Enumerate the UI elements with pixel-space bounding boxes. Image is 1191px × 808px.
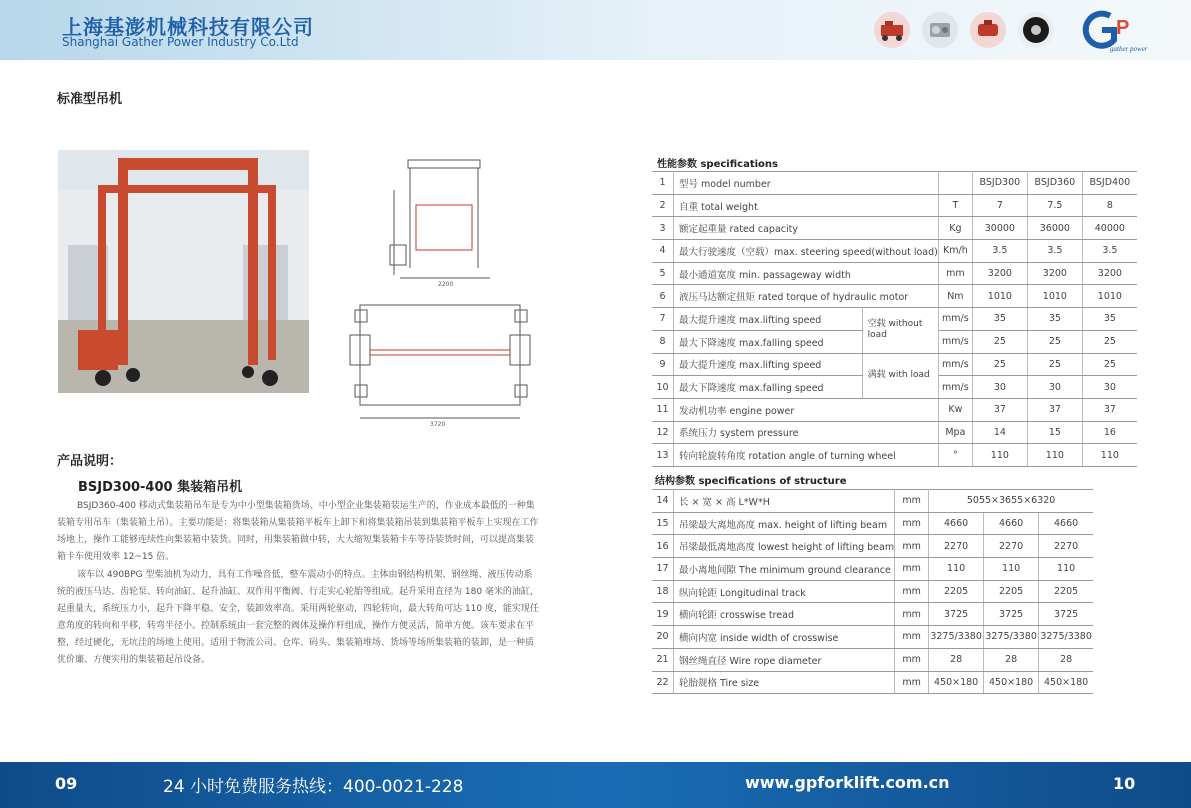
spec-cell-nm: 液压马达额定扭矩 rated torque of hydraulic motor [674,285,939,308]
spec-cell-v: 2205 [1039,580,1094,603]
structure-specs-table [652,489,1093,694]
spec-cell-v: 2270 [984,535,1039,558]
spec-cell-no: 2 [652,194,674,217]
engine-icon [921,11,959,49]
spec-cell-un: mm [895,603,929,626]
spec-cell-nm: 系统压力 system pressure [674,421,939,444]
spec-cell-v: 450×180 [929,671,984,694]
spec-cell-nm: 最小通道宽度 min. passageway width [674,262,939,285]
performance-specs-title: 性能参数 specifications [657,159,778,170]
spec-cell-v: 35 [1082,308,1137,331]
spec-cell-un: Kw [938,398,972,421]
spec-cell-un: ° [938,444,972,467]
spec-cell-v: 36000 [1027,217,1082,240]
spec-cell-nm: 最大下降速度 max.falling speed [674,330,863,353]
spec-cell-v: 110 [972,444,1027,467]
spec-cell-v: 110 [1082,444,1137,467]
spec-cell-un: T [938,194,972,217]
spec-cell-nm: 最大提升速度 max.lifting speed [674,353,863,376]
technical-drawing [330,150,550,432]
page-number-right: 10 [1113,774,1136,793]
service-hotline: 24 小时免费服务热线：400-0021-228 [163,777,464,797]
spec-cell-no: 13 [652,444,674,467]
spec-cell-v: BSJD360 [1027,172,1082,195]
description-title: 产品说明： [57,454,123,469]
spec-cell-no: 1 [652,172,674,195]
spec-cell-nm: 纵向轮距 Longitudinal track [674,580,895,603]
spec-cell-no: 19 [652,603,674,626]
company-name-cn: 上海基澎机械科技有限公司 [62,15,314,39]
spec-cell-v: 14 [972,421,1027,444]
spec-cell-v: 3275/3380 [929,626,984,649]
spec-cell-nm: 钢丝绳直径 Wire rope diameter [674,648,895,671]
spec-cell-un: mm [895,580,929,603]
spec-cell-v: 35 [1027,308,1082,331]
spec-cell-un: mm/s [938,308,972,331]
spec-cell-nm: 吊梁最大离地高度 max. height of lifting beam [674,512,895,535]
spec-cell-nm: 最小离地间隙 The minimum ground clearance [674,558,895,581]
tire-icon [1017,11,1055,49]
spec-cell-v: 1010 [972,285,1027,308]
website-url[interactable]: www.gpforklift.com.cn [745,773,950,792]
spec-cell-v: 3.5 [1082,240,1137,263]
spec-cell-un: mm [895,490,929,513]
spec-cell-v: 25 [972,353,1027,376]
spec-cell-no: 17 [652,558,674,581]
spec-cell-v: 25 [1082,330,1137,353]
spec-row [652,262,1137,285]
spec-cell-v: 110 [984,558,1039,581]
description-paragraph: 该车以 490BPG 型柴油机为动力，具有工作噪音低，整车震动小的特点。主体由钢结构机架、钢丝绳、液压传动系统的液压马达、齿轮泵、转向油缸、起升油缸、双作用平衡阀、行走实心轮胎等组成。起升采用直径为 180 毫米的油缸，起重量大，系统压力小，起升下降平稳、安全，装卸效率高。采用两轮驱动，四轮转向，最大转角可达 110 度，能实现任意角度的转向和平移，转弯半径小。控制系统由一套完整的阀体及操作杆组成，操作方便灵活，简单方便。该车要求在平整，经过硬化，无坑洼的场地上使用。适用于物流公司、仓库、码头、集装箱堆场、货场等场所集装箱的装卸，是一种质优价廉、方便实用的集装箱起吊设备。 [57,570,539,665]
model-title: BSJD300-400 集装箱吊机 [78,480,243,495]
spec-cell-nm: 最大下降速度 max.falling speed [674,376,863,399]
spec-cell-un: mm [895,648,929,671]
performance-specs-table [652,171,1137,467]
spec-cell-no: 6 [652,285,674,308]
spec-cell-v: BSJD300 [972,172,1027,195]
spec-cell-v: 7.5 [1027,194,1082,217]
spec-row [652,558,1093,581]
spec-cell-v: 37 [1082,398,1137,421]
spec-cell-no: 22 [652,671,674,694]
spec-row [652,648,1093,671]
spec-cell-nm: 额定起重量 rated capacity [674,217,939,240]
machine-icon [873,11,911,49]
spec-row [652,603,1093,626]
spec-cell-v: 4660 [984,512,1039,535]
spec-cell-un: mm [895,535,929,558]
spec-cell-v: 450×180 [984,671,1039,694]
spec-row [652,580,1093,603]
spec-cell-v: 2270 [929,535,984,558]
spec-cell-v: 3725 [984,603,1039,626]
spec-cell-v: 28 [929,648,984,671]
spec-cell-v: BSJD400 [1082,172,1137,195]
spec-row [652,353,1137,376]
spec-cell-un: mm/s [938,330,972,353]
svg-text:P: P [1116,17,1130,39]
spec-cell-no: 11 [652,398,674,421]
spec-cell-v: 3200 [972,262,1027,285]
spec-cell-un: mm/s [938,376,972,399]
spec-cell-un: Mpa [938,421,972,444]
spec-cell-v: 40000 [1082,217,1137,240]
spec-cell-nm: 轮胎规格 Tire size [674,671,895,694]
spec-cell-v: 3725 [1039,603,1094,626]
spec-cell-v: 2270 [1039,535,1094,558]
spec-cell-v: 4660 [929,512,984,535]
spec-row [652,444,1137,467]
spec-cell-v: 25 [972,330,1027,353]
spec-cell-v: 5055×3655×6320 [929,490,1094,513]
spec-cell-v: 28 [984,648,1039,671]
spec-cell-no: 12 [652,421,674,444]
spec-cell-no: 5 [652,262,674,285]
spec-cell-nm: 型号 model number [674,172,939,195]
spec-cell-v: 7 [972,194,1027,217]
spec-row [652,421,1137,444]
spec-cell-un: mm [895,626,929,649]
spec-cell-v: 3275/3380 [984,626,1039,649]
spec-row [652,172,1137,195]
spec-cell-un [938,172,972,195]
spec-cell-un: mm [895,671,929,694]
spec-cell-v: 30 [1082,376,1137,399]
spec-cell-v: 3725 [929,603,984,626]
spec-cell-un: mm [895,558,929,581]
spec-cell-note: 空载 without load [862,308,938,353]
spec-cell-v: 110 [1027,444,1082,467]
spec-cell-v: 25 [1027,330,1082,353]
description-paragraph: BSJD360-400 移动式集装箱吊车是专为中小型集装箱货场、中小型企业集装箱装运生产的，作业成本最低的一种集装箱专用吊车（集装箱土吊）。主要功能是：将集装箱从集装箱平板车上卸下和将集装箱吊装到集装箱平板车上实现在工作场地上，操作工能够连续性向集装箱中装货。同时，用集装箱做中转，大大缩短集装箱卡车等待装货时间，可以提高集装箱卡车使用效率 12~15 倍。 [57,501,539,562]
spec-cell-v: 3275/3380 [1039,626,1094,649]
spec-cell-un: mm [895,512,929,535]
spec-cell-v: 3.5 [972,240,1027,263]
page-footer [0,762,1191,808]
spec-cell-v: 3200 [1027,262,1082,285]
spec-cell-v: 28 [1039,648,1094,671]
section-title: 标准型吊机 [57,92,123,107]
spec-cell-no: 8 [652,330,674,353]
spec-cell-v: 1010 [1082,285,1137,308]
spec-cell-no: 3 [652,217,674,240]
spec-cell-nm: 发动机功率 engine power [674,398,939,421]
spec-row [652,285,1137,308]
spec-cell-v: 35 [972,308,1027,331]
spec-cell-nm: 最大行驶速度（空载）max. steering speed(without load) [674,240,939,263]
spec-cell-v: 1010 [1027,285,1082,308]
spec-cell-v: 4660 [1039,512,1094,535]
page-number-left: 09 [55,774,78,793]
spec-cell-no: 21 [652,648,674,671]
spec-cell-v: 3200 [1082,262,1137,285]
spec-cell-v: 25 [1082,353,1137,376]
dim-top: 2200 [438,281,454,288]
spec-row [652,398,1137,421]
spec-cell-v: 37 [1027,398,1082,421]
structure-specs-title: 结构参数 specifications of structure [655,476,847,487]
spec-cell-v: 2205 [984,580,1039,603]
spec-row [652,217,1137,240]
spec-cell-no: 20 [652,626,674,649]
spec-cell-v: 2205 [929,580,984,603]
spec-cell-nm: 转向轮旋转角度 rotation angle of turning wheel [674,444,939,467]
spec-cell-no: 4 [652,240,674,263]
spec-cell-no: 15 [652,512,674,535]
spec-cell-v: 8 [1082,194,1137,217]
spec-cell-v: 30000 [972,217,1027,240]
spec-cell-no: 18 [652,580,674,603]
spec-cell-un: Nm [938,285,972,308]
spec-row [652,626,1093,649]
spec-row [652,671,1093,694]
spec-row [652,240,1137,263]
spec-cell-v: 25 [1027,353,1082,376]
spec-row [652,194,1137,217]
spec-cell-v: 15 [1027,421,1082,444]
spec-cell-no: 14 [652,490,674,513]
spec-cell-un: mm [938,262,972,285]
dim-bottom: 3720 [430,421,446,428]
company-logo [1080,10,1150,54]
spec-row [652,308,1137,331]
spec-cell-nm: 吊梁最低离地高度 lowest height of lifting beam [674,535,895,558]
spec-cell-no: 9 [652,353,674,376]
spec-cell-nm: 横向轮距 crosswise tread [674,603,895,626]
company-name-en: Shanghai Gather Power Industry Co.Ltd [62,35,299,49]
spec-cell-no: 10 [652,376,674,399]
spec-cell-v: 3.5 [1027,240,1082,263]
spec-cell-v: 110 [929,558,984,581]
spec-row [652,535,1093,558]
page-header [0,0,1191,60]
spec-cell-nm: 长 × 宽 × 高 L*W*H [674,490,895,513]
spec-cell-v: 30 [1027,376,1082,399]
spec-cell-un: Kg [938,217,972,240]
spec-cell-nm: 最大提升速度 max.lifting speed [674,308,863,331]
spec-cell-v: 110 [1039,558,1094,581]
spec-cell-no: 16 [652,535,674,558]
spec-row [652,490,1093,513]
spec-cell-v: 450×180 [1039,671,1094,694]
spec-cell-un: mm/s [938,353,972,376]
spec-cell-un: Km/h [938,240,972,263]
logo-slogan: gather power [1110,45,1148,53]
spec-cell-v: 16 [1082,421,1137,444]
spec-cell-v: 37 [972,398,1027,421]
spec-cell-no: 7 [652,308,674,331]
pump-icon [969,11,1007,49]
spec-cell-nm: 横向内宽 inside width of crosswise [674,626,895,649]
spec-cell-v: 30 [972,376,1027,399]
crane-photo [58,150,309,393]
spec-row [652,512,1093,535]
spec-cell-note: 满载 with load [862,353,938,398]
spec-cell-nm: 自重 total weight [674,194,939,217]
